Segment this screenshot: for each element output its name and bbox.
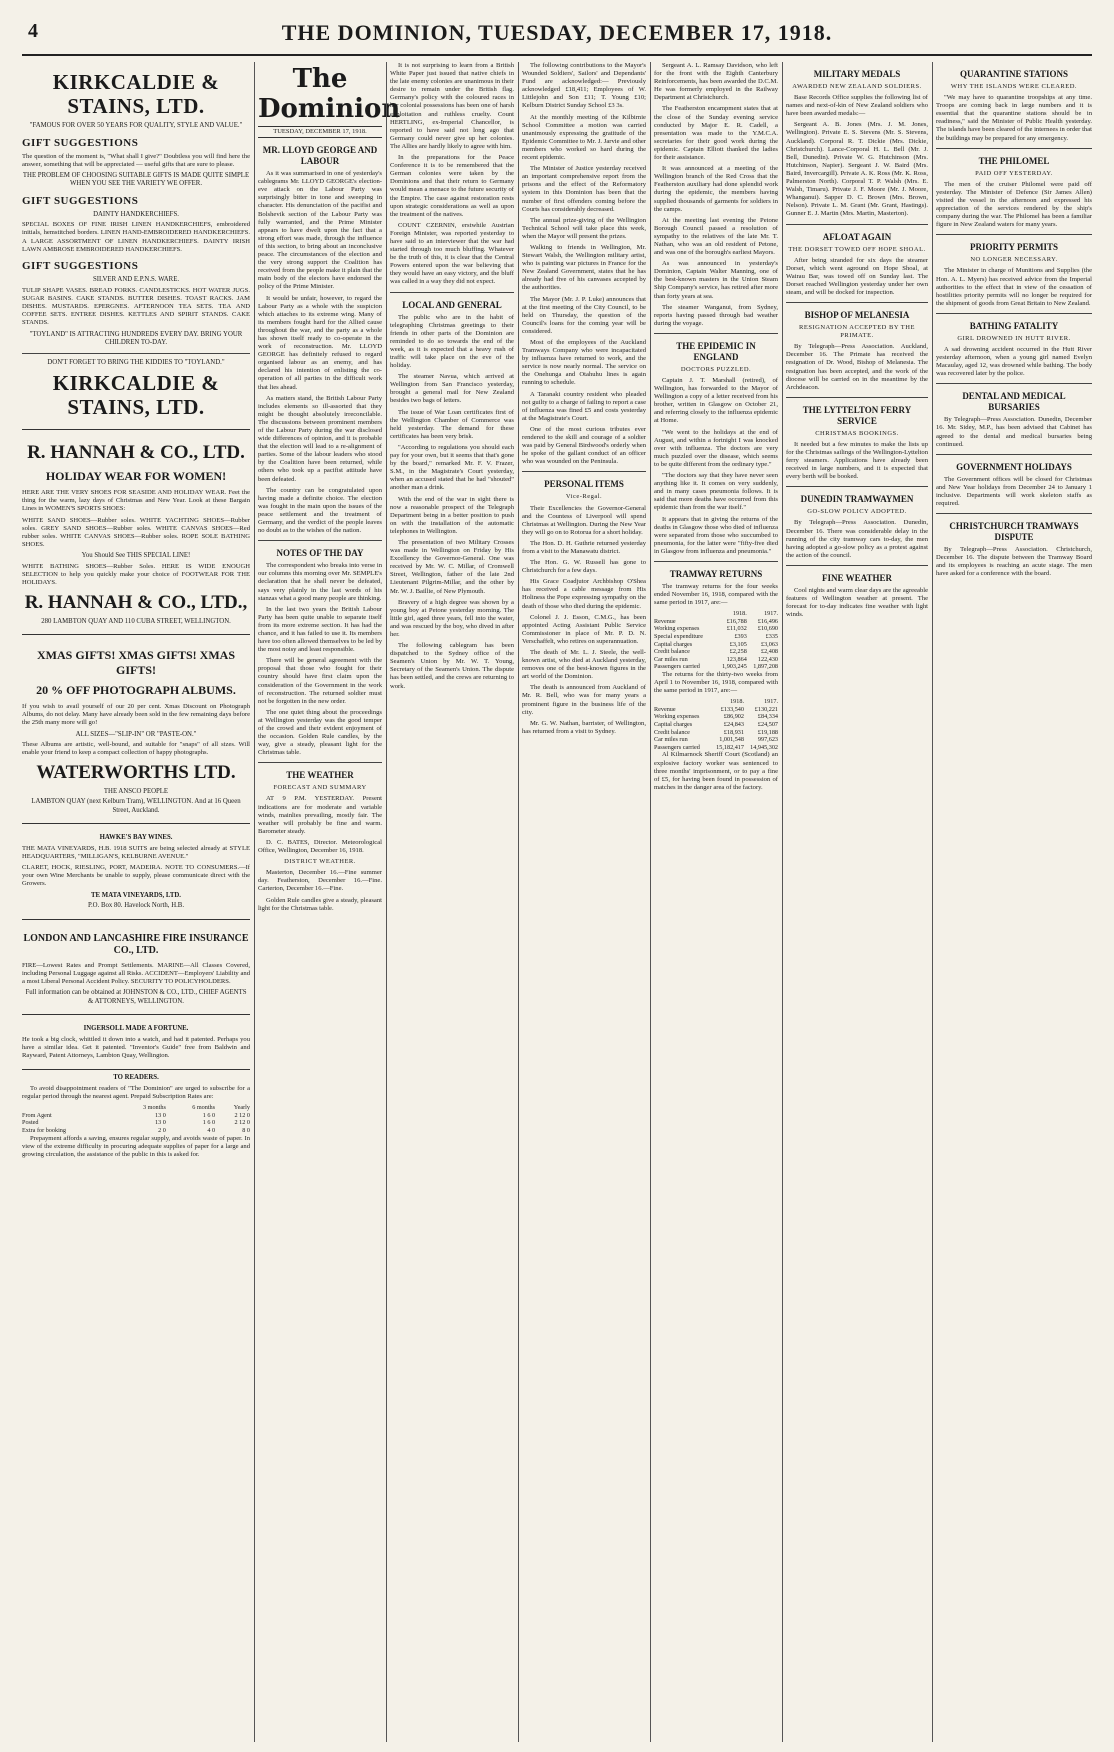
epidemic-paragraph: Captain J. T. Marshall (retired), of Wellington, has forwarded to the Mayor of Wellington a copy of a letter received from his brother, written in Glasgow on October 21, and referring closely to the influenza epidemic at Home. (654, 377, 778, 425)
silver-text: TULIP SHAPE VASES. BREAD FORKS. CANDLESTICKS. HOT WATER JUGS. SUGAR BASINS. CAKE STANDS. BUTTER DISHES. TOAST RACKS. JAM DISHES. MUSTARDS. EPERGNES. AFTERNOON TEA SETS. TEA AND COFFEE SETS. ENTREE DISHES. KETTLES AND SPIRIT STANDS. CAKE STANDS. (22, 286, 250, 327)
tramway-paragraph: The tramway returns for the four weeks ended November 16, 1918, compared with the same period in 1917, are:— (654, 582, 778, 607)
table-cell: 6 months (192, 1104, 216, 1112)
ad-te-mata-address: P.O. Box 80. Havelock North, H.B. (87, 902, 185, 910)
column-editorial (258, 62, 401, 1742)
table-cell: Yearly (233, 1104, 250, 1112)
ad-patent (22, 1019, 250, 1070)
table-row (22, 1119, 250, 1127)
ad-te-mata (22, 828, 250, 920)
table-cell: Credit balance (654, 728, 690, 736)
table-cell: £84,334 (757, 713, 778, 721)
table-cell: £16,496 (757, 617, 778, 625)
local-paragraph: At the monthly meeting of the Kilbirnie School Committee a motion was carried unanimously expressing the gratitude of the Epidemic Committee to Mr. J. Jarvie and other members who worked so hard during the recent epidemic. (522, 113, 646, 162)
weather-text: AT 9 P.M. YESTERDAY. Present indications are for moderate and variable winds, mainlies prevailing, mostly fair. The weather will probably be fine and warm. Barometer steady. (258, 795, 382, 835)
ad-kirkcaldie-name: KIRKCALDIE & STAINS, LTD. (52, 371, 220, 420)
district-weather-heading: DISTRICT WEATHER. (284, 858, 356, 866)
ad-wines-list: CLARET, HOCK, RIESLING, PORT, MADEIRA. NOTE TO CONSUMERS.—If your own Wine Merchants be unable to supply, please communicate direct with the Growers. (22, 863, 250, 888)
table-cell: 3 months (142, 1104, 166, 1112)
readers-heading: TO READERS. (113, 1074, 159, 1082)
ad-hannah-address: 280 LAMBTON QUAY AND 110 CUBA STREET, WELLINGTON. (41, 617, 231, 625)
table-cell: £393 (734, 633, 747, 641)
column-four (522, 62, 646, 1742)
ad-insurance (22, 924, 250, 1016)
weather-heading: THE WEATHER (286, 770, 354, 781)
table-cell: 2 12 0 (234, 1119, 250, 1127)
toyland-notice: "TOYLAND" IS ATTRACTING HUNDREDS EVERY DAY. BRING YOUR CHILDREN TO-DAY. (29, 330, 243, 347)
table-cell: Passengers carried (654, 663, 700, 671)
table-row (654, 656, 778, 664)
ad-hannah-name: R. HANNAH & CO., LTD. (27, 442, 245, 464)
local-paragraph: It was announced at a meeting of the Wellington branch of the Red Cross that the Featherston auxiliary had done splendid work during the epidemic, the members having supplied thousands of garments for soldiers in the camps. (654, 165, 778, 213)
dunedin-paragraph: By Telegraph—Press Association. Dunedin, December 16. There was considerable delay in the running of the city tramway cars to-day, the men having adopted a go-slow policy as a protest against the action of the council. (786, 519, 928, 559)
ad-xmas-sizes: ALL SIZES—"SLIP-IN" OR "PASTE-ON." (75, 730, 197, 738)
table-cell: £24,507 (757, 721, 778, 729)
notes-paragraph: In the last two years the British Labour Party has been quite unable to separate itself from its more extreme section. It has had the chance, and it has failed to use it. Its members have too often allowed themselves to be led by the most noisy and least responsible. (258, 605, 382, 654)
table-cell: 1,903,245 (722, 663, 747, 671)
table-cell: 1,897,208 (753, 663, 778, 671)
local-paragraph: With the end of the war in sight there is now a reasonable prospect of the Telegraph Department being in a better position to push on with the installation of the automatic telephones in Wellington. (390, 495, 514, 535)
local-paragraph: One of the most curious tributes ever rendered to the skill and courage of a soldier was paid by General Birdwood's orderly when he spoke of the gallant conduct of an officer who was wounded on the Peninsula. (522, 425, 646, 466)
dental-paragraph: By Telegraph—Press Association. Dunedin, December 16. Mr. Sidey, M.P., has been advised that Cabinet has agreed to the dental and medical bursaries being continued. (936, 416, 1092, 448)
ad-xmas-text: If you wish to avail yourself of our 20 per cent. Xmas Discount on Photograph Albums, do not delay. Many have already been sold in the few remaining days before the 25th many more will go! (22, 703, 250, 727)
ad-insurance-text: FIRE—Lowest Rates and Prompt Settlements. MARINE—All Classes Covered, including Personal Luggage against all Risks. ACCIDENT—Employers' Liability and a most Liberal Personal Accident Policy. SECURITY TO POLICYHOLDERS. (22, 961, 250, 985)
table-row (654, 648, 778, 656)
editorial-masthead: The Dominion (258, 64, 401, 124)
subscription-table (22, 1104, 250, 1134)
ad-waterworths (22, 639, 250, 824)
newspaper-title: THE DOMINION, TUESDAY, DECEMBER 17, 1918. (281, 20, 833, 45)
local-paragraph: The Mayor (Mr. J. P. Luke) announces that at the first meeting of the City Council, to be held on Thursday, the question of the Council's loans for the coming year will be considered. (522, 295, 646, 335)
priority-sub: NO LONGER NECESSARY. (970, 256, 1058, 264)
local-paragraph: Bravery of a high degree was shown by a young boy at Petone yesterday morning. The little girl, aged three years, fell into the water, and was rescued by the boy, who dived in after her. (390, 598, 514, 638)
medals-sub: AWARDED NEW ZEALAND SOLDIERS. (792, 83, 922, 90)
afloat-heading: AFLOAT AGAIN (822, 231, 892, 242)
dunedin-heading: DUNEDIN TRAMWAYMEN (800, 494, 914, 505)
personal-paragraph: His Grace Coadjutor Archbishop O'Shea has received a cable message from His Holiness the Pope expressing sympathy on the death of those who died during the epidemic. (522, 578, 646, 610)
table-cell: 15,182,417 (716, 743, 744, 751)
personal-paragraph: Mr. G. W. Nathan, barrister, of Wellington, has returned from a visit to Sydney. (522, 719, 646, 735)
personal-items-sub: Vice-Regal. (565, 493, 603, 501)
local-paragraph: The Featherston encampment states that at the close of the Sunday evening service conducted by Major E. R. Cadell, a presentation was made to the Y.M.C.A. secretaries for their good work during the epidemic. Captain Elliott thanked the ladies for their assistance. (654, 105, 778, 162)
table-cell: Revenue (654, 617, 676, 625)
ferry-paragraph: It needed but a few minutes to make the lists up for the Christmas sailings of the Wellington-Lyttelton ferry steamers. Applications have already been received in large numbers, and it is expected that every berth will be booked. (786, 440, 928, 481)
local-paragraph: Walking to friends in Wellington, Mr. Stewart Walsh, the Wellington military artist, who is painting war pictures in France for the New Zealand Government, states that he has already had five of his canvases accepted by the authorities. (522, 243, 646, 292)
local-paragraph: The presentation of two Military Crosses was made in Wellington on Friday by His Excellency the Governor-General. One was received by Mr. W. C. Millar, of Cromwell Street, Wellington, father of the late 2nd Lieutenant Pilgrim-Millar, and the other by Mr. W. J. Baillie, of New Plymouth. (390, 538, 514, 595)
ad-waterworths-store: THE ANSCO PEOPLE (103, 787, 169, 795)
local-paragraph: A Taranaki country resident who pleaded not guilty to a charge of failing to report a case of influenza was fined £5 and costs yesterday at the Magistrate's Court. (522, 390, 646, 422)
table-cell: 1918. (730, 698, 744, 706)
epidemic-heading: THE EPIDEMIC IN ENGLAND (676, 340, 756, 362)
table-cell: Working expenses (654, 713, 700, 721)
quarantine-paragraph: "We may have to quarantine troopships at any time. Troops are coming back in large numbers and it is essential that the quarantine stations should be in readiness," said the Minister of Public Health yesterday. The islands have been cleared of the internees in order that the buildings may be prepared for any emergency. (936, 94, 1092, 142)
bathing-heading: BATHING FATALITY (969, 320, 1059, 331)
table-cell: £2,258 (729, 648, 747, 656)
masthead (22, 20, 1092, 56)
column-five (654, 62, 778, 1742)
handkerchief-heading: DAINTY HANDKERCHIEFS. (93, 210, 179, 218)
ad-insurance-contact: Full information can be obtained at JOHNSTON & CO., LTD., CHIEF AGENTS & ATTORNEYS, WELLINGTON. (25, 989, 247, 1005)
table-cell: £19,188 (757, 728, 778, 736)
table-row (654, 698, 778, 706)
local-paragraph: The issue of War Loan certificates first of the Wellington Chamber of Commerce was held yesterday. The demand for these certificates has been very brisk. (390, 408, 514, 440)
local-paragraph: The annual prize-giving of the Wellington Technical School will take place this week, when the Mayor will present the prizes. (522, 216, 646, 240)
table-row (654, 713, 778, 721)
personal-paragraph: The death is announced from Auckland of Mr. R. Bell, who was for many years a prominent figure in the business life of the city. (522, 684, 646, 716)
table-cell: Working expenses (654, 625, 700, 633)
table-cell: £16,788 (726, 617, 747, 625)
ad-hannah-name: R. HANNAH & CO., LTD., (24, 591, 248, 613)
bathing-sub: GIRL DROWNED IN HUTT RIVER. (957, 334, 1071, 342)
table-row (654, 641, 778, 649)
page-number: 4 (28, 20, 38, 42)
table-cell (654, 610, 716, 618)
gift-tagline: THE PROBLEM OF CHOOSING SUITABLE GIFTS IS MADE QUITE SIMPLE WHEN YOU SEE THE VARIETY WE OFFER. (22, 171, 250, 188)
christchurch-paragraph: By Telegraph—Press Association. Christchurch, December 16. The dispute between the Tramway Board and its employees is reaching an acute stage. The men have asked for a conference with the board. (936, 546, 1092, 578)
table-cell: Car miles run (654, 736, 688, 744)
local-paragraph: Most of the employees of the Auckland Tramways Company who were incapacitated by influenza have returned to work, and the service is now nearly normal. The service on the Onehunga and Otahuhu lines is again running to schedule. (522, 339, 646, 387)
table-cell: 2 12 0 (234, 1111, 250, 1119)
table-cell: 1,001,548 (719, 736, 744, 744)
personal-paragraph: The Hon. G. W. Russell has gone to Christchurch for a few days. (522, 559, 646, 575)
table-row (654, 729, 778, 737)
local-general-heading: LOCAL AND GENERAL (402, 299, 502, 310)
ad-xmas-heading: XMAS GIFTS! XMAS GIFTS! XMAS GIFTS! (36, 648, 235, 678)
ad-hannah-heading: HOLIDAY WEAR FOR WOMEN! (45, 469, 227, 484)
ad-wines-text: THE MATA VINEYARDS, H.B. 1918 SUITS are being selected already at STYLE HEADQUARTERS, "MILLIGAN'S, KELBURNE AVENUE." (22, 844, 250, 860)
local-paragraph: Sergeant A. L. Ramsay Davidson, who left for the front with the Eighth Canterbury Reinforcements, has been awarded the D.C.M. He was formerly employed in the Railway Department at Christchurch. (654, 62, 778, 102)
ad-xmas-sub: 20 % OFF PHOTOGRAPH ALBUMS. (36, 683, 236, 698)
table-cell: £335 (765, 633, 778, 641)
table-cell: 122,430 (757, 655, 778, 663)
tramway-table (654, 610, 778, 671)
table-row (654, 610, 778, 618)
table-row (654, 706, 778, 714)
table-cell: Extra for booking (22, 1126, 66, 1134)
government-holidays-heading: GOVERNMENT HOLIDAYS (956, 461, 1072, 472)
local-paragraph: The steamer Navua, which arrived at Wellington from San Francisco yesterday, brought a general mail for New Zealand besides two bags of letters. (390, 373, 514, 405)
table-cell: £86,902 (723, 713, 744, 721)
weather-signature: D. C. BATES, Director. Meteorological Office, Wellington, December 16, 1918. (258, 838, 382, 855)
quarantine-heading: QUARANTINE STATIONS (960, 69, 1068, 79)
table-cell: £18,931 (723, 728, 744, 736)
table-row (654, 663, 778, 671)
dunedin-sub: GO-SLOW POLICY ADOPTED. (807, 508, 907, 516)
afloat-paragraph: After being stranded for six days the steamer Dorset, which went aground on Hope Shoal, at Wairau Bar, was towed off on Sunday last. The Dorset reached Wellington yesterday under her own steam, and will be docked for inspection. (786, 256, 928, 296)
table-cell: Passengers carried (654, 743, 700, 751)
bishop-heading: BISHOP OF MELANESIA (804, 310, 910, 321)
table-cell: £3,105 (729, 640, 747, 648)
epidemic-sub: DOCTORS PUZZLED. (680, 365, 752, 373)
ad-waterworths-name: WATERWORTHS LTD. (36, 761, 236, 783)
ad-xmas-text: These Albums are artistic, well-bound, and suitable for "snaps" of all sizes. Will enable your friend to keep a compact collection of happy photographs. (22, 741, 250, 757)
table-cell: 997,623 (757, 736, 778, 744)
table-cell: 123,864 (726, 655, 747, 663)
medals-list: Sergeant A. B. Jones (Mrs. J. M. Jones, Wellington). Private E. S. Stevens (Mr. S. Stevens, Auckland). Corporal R. T. Dickie (Mrs. Dickie, Christchurch). Lance-Corporal H. L. Bell (Mr. J. Bell, Dunedin). Private W. G. Hutchinson (Mrs. Hutchinson, Napier). Sergeant J. W. Baird (Mrs. Baird, Invercargill). Private A. K. Ross (Mr. K. Ross, Palmerston North). Corporal T. P. Walsh (Mrs. E. Walsh, Timaru). Private J. F. Moore (Mr. J. Moore, Whanganui). Sapper D. C. Brown (Mrs. Brown, Nelson). Private L. M. Grant (Mr. Grant, Hastings). Gunner E. J. Martin (Mrs. Martin, Masterton). (786, 121, 928, 218)
fine-weather-paragraph: Cool nights and warm clear days are the agreeable features of Wellington weather at present. The forecast for to-day indicates fine weather with light winds. (786, 586, 928, 619)
table-row (654, 618, 778, 626)
table-cell (654, 698, 710, 706)
table-row (22, 1112, 250, 1120)
leader-paragraph: As matters stand, the British Labour Party includes elements so ill-assorted that they might be thought absolutely irreconcilable. The discussions between prominent members of the Labour Party during the war disclosed wide differences of opinion, and it is probable that the election will lead to a re-alignment of parties. Some of the labour leaders who stood by the Coalition have been returned, while others who took up a pacifist attitude have been defeated. (258, 394, 382, 483)
christchurch-heading: CHRISTCHURCH TRAMWAYS DISPUTE (949, 521, 1079, 543)
afloat-sub: THE DORSET TOWED OFF HOPE SHOAL. (788, 245, 926, 253)
editorial-date: TUESDAY, DECEMBER 17, 1918. (258, 126, 382, 138)
tramway-paragraph: The returns for the thirty-two weeks from April 1 to November 16, 1918, compared with the same period in 1917, are:— (654, 671, 778, 695)
silver-heading: SILVER AND E.P.N.S. WARE. (92, 276, 180, 283)
ad-kirkcaldie-name: KIRKCALDIE & STAINS, LTD. (52, 70, 220, 118)
priority-heading: PRIORITY PERMITS (970, 242, 1058, 253)
district-weather-text: Masterton, December 16.—Fine summer day. Featherston, December 16.—Fine. Carterton, December 16.—Fine. (258, 869, 382, 893)
local-paragraph: The steamer Wanganui, from Sydney, reports having passed through bad weather during the voyage. (654, 303, 778, 327)
table-cell: From Agent (22, 1111, 52, 1119)
personal-paragraph: The death of Mr. L. J. Steele, the well-known artist, who died at Auckland yesterday, removes one of the best-known figures in the art world of the Dominion. (522, 649, 646, 681)
local-paragraph: The public who are in the habit of telegraphing Christmas greetings to their friends in other parts of the Dominion are reminded to do so towards the end of the week, as it is expected that a heavy rush of traffic will take place on the eve of the holiday. (390, 313, 514, 370)
table-cell: £3,063 (760, 640, 778, 648)
table-cell: 2 0 (158, 1126, 166, 1134)
personal-paragraph: Their Excellencies the Governor-General and the Countess of Liverpool will spend Christmas at Wellington. During the New Year they will go on to Rotorua for a short holiday. (522, 504, 646, 536)
table-cell: Car miles run (654, 655, 688, 663)
toyland-notice: DON'T FORGET TO BRING THE KIDDIES TO "TOYLAND." (47, 358, 225, 366)
local-paragraph: "According to regulations you should each pay for your own, but it seems that that's gone by the board," remarked Mr. F. V. Frazer, S.M., in the Magistrate's Court yesterday, when an accused stated that he had "shouted" another man a drink. (390, 443, 514, 492)
table-cell: Credit balance (654, 648, 690, 656)
local-paragraph: As was announced in yesterday's Dominion, Captain Walter Manning, one of the best-known masters in the Union Steam Ship Company's service, has retired after more than forty years at sea. (654, 260, 778, 300)
bathing-paragraph: A sad drowning accident occurred in the Hutt River yesterday afternoon, when a young girl named Evelyn Macaulay, aged 12, was drowned while bathing. The body was recovered later by the police. (936, 345, 1092, 378)
table-row (654, 625, 778, 633)
table-cell (22, 1104, 117, 1112)
dental-heading: DENTAL AND MEDICAL BURSARIES (962, 391, 1066, 413)
readers-text: To avoid disappointment readers of "The Dominion" are urged to subscribe for a regular period through the nearest agent. Prepaid Subscription Rates are: (22, 1084, 250, 1100)
local-paragraph: The Minister of Justice yesterday received an important comprehensive report from the prisons and the effect of the Reformatory system in this Dominion has been that the number of first offenders coming before the Courts has considerably decreased. (522, 165, 646, 213)
table-cell: Posted (22, 1119, 39, 1127)
gift-heading: GIFT SUGGESTIONS (22, 194, 139, 207)
tramway-table (654, 698, 778, 751)
philomel-heading: THE PHILOMEL (978, 155, 1050, 166)
bishop-sub: RESIGNATION ACCEPTED BY THE PRIMATE. (799, 324, 915, 340)
ferry-heading: THE LYTTELTON FERRY SERVICE (802, 404, 912, 426)
ad-hannah-bathing: WHITE BATHING SHOES—Rubber Soles. HERE IS WIDE ENOUGH SELECTION to help you quickly make your choice of FOOTWEAR FOR THE HOLIDAYS. (22, 562, 250, 587)
philomel-paragraph: The men of the cruiser Philomel were paid off yesterday. The Minister of Defence (Sir James Allen) visited the vessel in the afternoon and expressed his appreciation of the services rendered by the ship's company during the war. The Philomel has been a familiar figure in New Zealand waters for many years. (936, 180, 1092, 229)
article-paragraph: It is not surprising to learn from a British White Paper just issued that native chiefs in the late enemy colonies are unanimous in their desire to remain under the British flag. Germany's policy with the coloured races in her colonial possessions has been one of harsh exploitation and ruthless cruelty. Count HERTLING, ex-Imperial Chancellor, is reported to have said not long ago that Germany could never give up her colonies. The Allies are hardly likely to agree with him. (390, 62, 514, 150)
table-cell: 13 0 (155, 1111, 166, 1119)
handkerchief-text: SPECIAL BOXES OF FINE IRISH LINEN HANDKERCHIEFS, embroidered initials, hemstitched borders. LINEN HAND-EMBROIDERED HANDKERCHIEFS. A LARGE ASSORTMENT OF LINEN HANDKERCHIEFS. DAINTY IRISH LAWN AMBROSE EMBROIDERED HANDKERCHIEFS. (22, 221, 250, 253)
epidemic-paragraph: It appears that in giving the returns of the deaths in Glasgow those who died of influenza were separated from those who succumbed to pneumonia, for the latter were "fifty-five died in Glasgow from influenza and pneumonia." (654, 515, 778, 555)
ad-kirkcaldie (22, 62, 250, 430)
ad-kirkcaldie-slogan: "FAMOUS FOR OVER 50 YEARS FOR QUALITY, STYLE AND VALUE." (29, 122, 243, 129)
fine-weather-heading: FINE WEATHER (822, 572, 892, 583)
ad-hannah (22, 434, 250, 635)
local-paragraph: Al Kilmarnock Sheriff Court (Scotland) an explosive factory worker was sentenced to three months' imprisonment, or to pay a fine of £5, for having been found in possession of matches in the danger area of the factory. (654, 751, 778, 791)
ad-patent-heading: INGERSOLL MADE A FORTUNE. (83, 1025, 189, 1033)
ad-hannah-list: WHITE SAND SHOES—Rubber soles. WHITE YACHTING SHOES—Rubber soles. GREY SAND SHOES—Rubber soles. WHITE CANVAS SHOES—Red rubber soles. WHITE CANVAS SHOES—Rubber soles. ROPE SOLE BATHING SHOES. (22, 516, 250, 549)
table-cell: 4 0 (207, 1126, 216, 1134)
notes-paragraph: There will be general agreement with the proposal that those who fought for their country should have first claim upon the consideration of the Government in the work of reconstruction. The returned soldier must not be forgotten in the new order. (258, 657, 382, 705)
table-cell: 13 0 (155, 1119, 166, 1127)
table-cell: 8 0 (242, 1126, 250, 1134)
table-cell: Capital charges (654, 721, 693, 729)
personal-paragraph: Colonel J. J. Esson, C.M.G., has been appointed Acting Assistant Public Service Commissioner in place of Mr. P. D. N. Verschaffelt, who retires on superannuation. (522, 613, 646, 645)
leader-paragraph: It would be unfair, however, to regard the Labour Party as a whole with the suspicion which attaches to its extreme wing. Many of its members fought hard for the Allied cause throughout the war, and the party as a whole has shown itself ready to co-operate in the work of reconstruction. Mr. LLOYD GEORGE has definitely refused to regard organised labour as an enemy, and has declared his intention of enlisting the co-operation of all parties in the difficult work that lies ahead. (258, 294, 382, 391)
table-row (22, 1127, 250, 1135)
ad-wines-heading: HAWKE'S BAY WINES. (99, 834, 173, 842)
table-cell: 1 6 0 (202, 1111, 216, 1119)
ad-patent-text: He took a big clock, whittled it down into a watch, and had it patented. Perhaps you have a similar idea. Get it patented. "Inventor's Guide" free from Baldwin and Rayward, Patent Attorneys, Lambton Quay, Wellington. (22, 1035, 250, 1060)
philomel-sub: PAID OFF YESTERDAY. (975, 169, 1053, 177)
table-cell: Special expenditure (654, 633, 703, 641)
bishop-paragraph: By Telegraph—Press Association. Auckland, December 16. The Primate has received the resignation of Dr. Wood, Bishop of Melanesia. The resignation has been accepted, and the work of the diocese will be carried on in the meantime by the Archdeacon. (786, 343, 928, 391)
medals-heading: MILITARY MEDALS (813, 69, 901, 79)
column-three (390, 62, 514, 1742)
table-cell: £2,408 (760, 648, 778, 656)
ad-insurance-name: LONDON AND LANCASHIRE FIRE INSURANCE CO., LTD. (23, 932, 249, 956)
article-paragraph: COUNT CZERNIN, erstwhile Austrian Foreign Minister, was reported yesterday to have said to an interviewer that the war had started through too much bluffing. Whatever be the truth of this, it is clear that the Central Powers entered upon the war believing that they would have an easy victory, and the bluff was called in a way they did not expect. (390, 221, 514, 286)
personal-paragraph: The Hon. D. H. Guthrie returned yesterday from a visit to the Manawatu district. (522, 539, 646, 555)
gift-text: The question of the moment is, "What shall I give?" Doubtless you will find here the answer, something that will be appreciated — useful gifts that are sure to please. (22, 152, 250, 168)
table-row (654, 736, 778, 744)
weather-subheading: FORECAST AND SUMMARY (273, 784, 367, 792)
local-paragraph: At the meeting last evening the Petone Borough Council passed a resolution of sympathy to the relatives of the late Mr. T. Nathan, who was an old resident of Petone, and was one of the borough's earliest Mayors. (654, 216, 778, 257)
table-row (654, 744, 778, 752)
table-cell: 1918. (732, 610, 747, 618)
leader-paragraph: As it was summarised in one of yesterday's cablegrams Mr. LLOYD GEORGE's election-eve attack on the Labour Party was surprisingly bitter in tone and sweeping in character. His denunciation of the pacifist and Bolshevik section of the Labour Party was fully warranted, and the Prime Minister appears to have dwelt upon the fact that a strong effort was made, through the influence of this section, to bring about an inconclusive peace. The circumstances of the election and the very strong support the Coalition has received from the people make it plain that the main body of the electors have endorsed the policy of the Prime Minister. (258, 170, 382, 291)
medals-paragraph: Base Records Office supplies the following list of names and next-of-kin of New Zealand soldiers who have been awarded medals:— (786, 94, 928, 118)
personal-items-heading: PERSONAL ITEMS (544, 479, 624, 490)
notes-paragraph: The one quiet thing about the proceedings at Wellington yesterday was the good temper of the crowd and their evident enjoyment of the occasion. Golden Rule candles, by the way, give a steady, pleasant light for the Christmas table. (258, 708, 382, 757)
ad-hannah-special: You Should See THIS SPECIAL LINE! (81, 552, 191, 560)
leader-heading: MR. LLOYD GEORGE AND LABOUR (262, 145, 378, 167)
readers-notice (22, 1074, 250, 1159)
column-six (786, 62, 928, 1742)
tramway-heading: TRAMWAY RETURNS (669, 568, 763, 579)
local-paragraph: The following contributions to the Mayor's Wounded Soldiers', Sailors' and Dependants' Fund are acknowledged:— Previously acknowledged £18,411; Employees of W. Littlejohn and Son £11; T. Young £10; Kelburn District Sunday School £3 3s. (522, 62, 646, 110)
epidemic-paragraph: "We went to the holidays at the end of August, and within a fortnight I was knocked over with influenza. The doctors are very much puzzled over the disease, which seems to be quite different from the ordinary type." (654, 428, 778, 468)
table-cell: 1 6 0 (202, 1119, 216, 1127)
table-row (654, 633, 778, 641)
table-cell: 14,945,302 (750, 743, 778, 751)
table-row (654, 721, 778, 729)
quarantine-sub: WHY THE ISLANDS WERE CLEARED. (950, 83, 1078, 90)
table-cell: £133,540 (720, 705, 744, 713)
table-cell: Capital charges (654, 640, 693, 648)
gift-heading: GIFT SUGGESTIONS (22, 136, 139, 149)
table-cell: 1917. (764, 698, 778, 706)
table-cell: £11,032 (726, 625, 747, 633)
golden-rule-notice: Golden Rule candles give a steady, pleasant light for the Christmas table. (258, 896, 382, 912)
ad-te-mata-name: TE MATA VINEYARDS, LTD. (91, 891, 181, 899)
priority-paragraph: The Minister in charge of Munitions and Supplies (the Hon. A. L. Myers) has received advice from the Imperial authorities to the effect that in view of the cessation of hostilities priority permits will no longer be required for the shipment of goods from Great Britain to New Zealand. (936, 267, 1092, 307)
table-row (22, 1104, 250, 1112)
readers-text: Prepayment affords a saving, ensures regular supply, and avoids waste of paper. In view of the extreme difficulty in procuring adequate supplies of paper for a large and growing circulation, the assistance of the public in this is asked for. (22, 1134, 250, 1158)
table-cell: 1917. (764, 610, 778, 618)
epidemic-paragraph: "The doctors say that they have never seen anything like it. It comes on very suddenly, and in many cases pneumonia follows. It is said that more deaths have occurred from this epidemic than from the war itself." (654, 472, 778, 512)
gift-heading: GIFT SUGGESTIONS (22, 260, 139, 272)
local-paragraph: The following cablegram has been dispatched to the Sydney office of the Seamen's Union by Mr. W. T. Young, Secretary of the Seamen's Union. The dispute has been settled, and the crews are returning to work. (390, 642, 514, 690)
column-seven (936, 62, 1092, 1742)
article-paragraph: In the preparations for the Peace Conference it is to be remembered that the German colonies were taken by the Dominions and that their return to Germany would mean a menace to the future security of the Empire. The case against restoration rests upon strategic considerations as well as upon the treatment of the natives. (390, 154, 514, 218)
ad-waterworths-address: LAMBTON QUAY (next Kelburn Tram), WELLINGTON. And at 16 Queen Street, Auckland. (31, 798, 241, 814)
table-cell: Revenue (654, 705, 676, 713)
government-holidays-paragraph: The Government offices will be closed for Christmas and New Year holidays from December 24 to January 1 inclusive. Departments will work skeleton staffs as required. (936, 475, 1092, 507)
notes-paragraph: The correspondent who breaks into verse in our columns this morning over Mr. SEMPLE's declaration that he shall never be defeated, says very plainly in the last words of his stanzas what a good many people are thinking. (258, 562, 382, 602)
table-cell: £24,843 (723, 721, 744, 729)
ferry-sub: CHRISTMAS BOOKINGS. (815, 429, 899, 437)
notes-heading: NOTES OF THE DAY (276, 548, 364, 559)
column-advertisements (22, 62, 250, 1742)
ad-hannah-text: HERE ARE THE VERY SHOES FOR SEASIDE AND HOLIDAY WEAR. Feet the thing for the warm, lazy days of Christmas and New Year. Look at these Bargain Lines in WOMEN'S SPORTS SHOES: (22, 489, 250, 513)
leader-paragraph: The country can be congratulated upon having made a definite choice. The election was fought in the main upon the issues of the peace settlement and the treatment of Germany, and the verdict of the people leaves no doubt as to the wishes of the nation. (258, 486, 382, 535)
table-cell: £130,221 (754, 705, 778, 713)
table-cell: £10,690 (757, 625, 778, 633)
